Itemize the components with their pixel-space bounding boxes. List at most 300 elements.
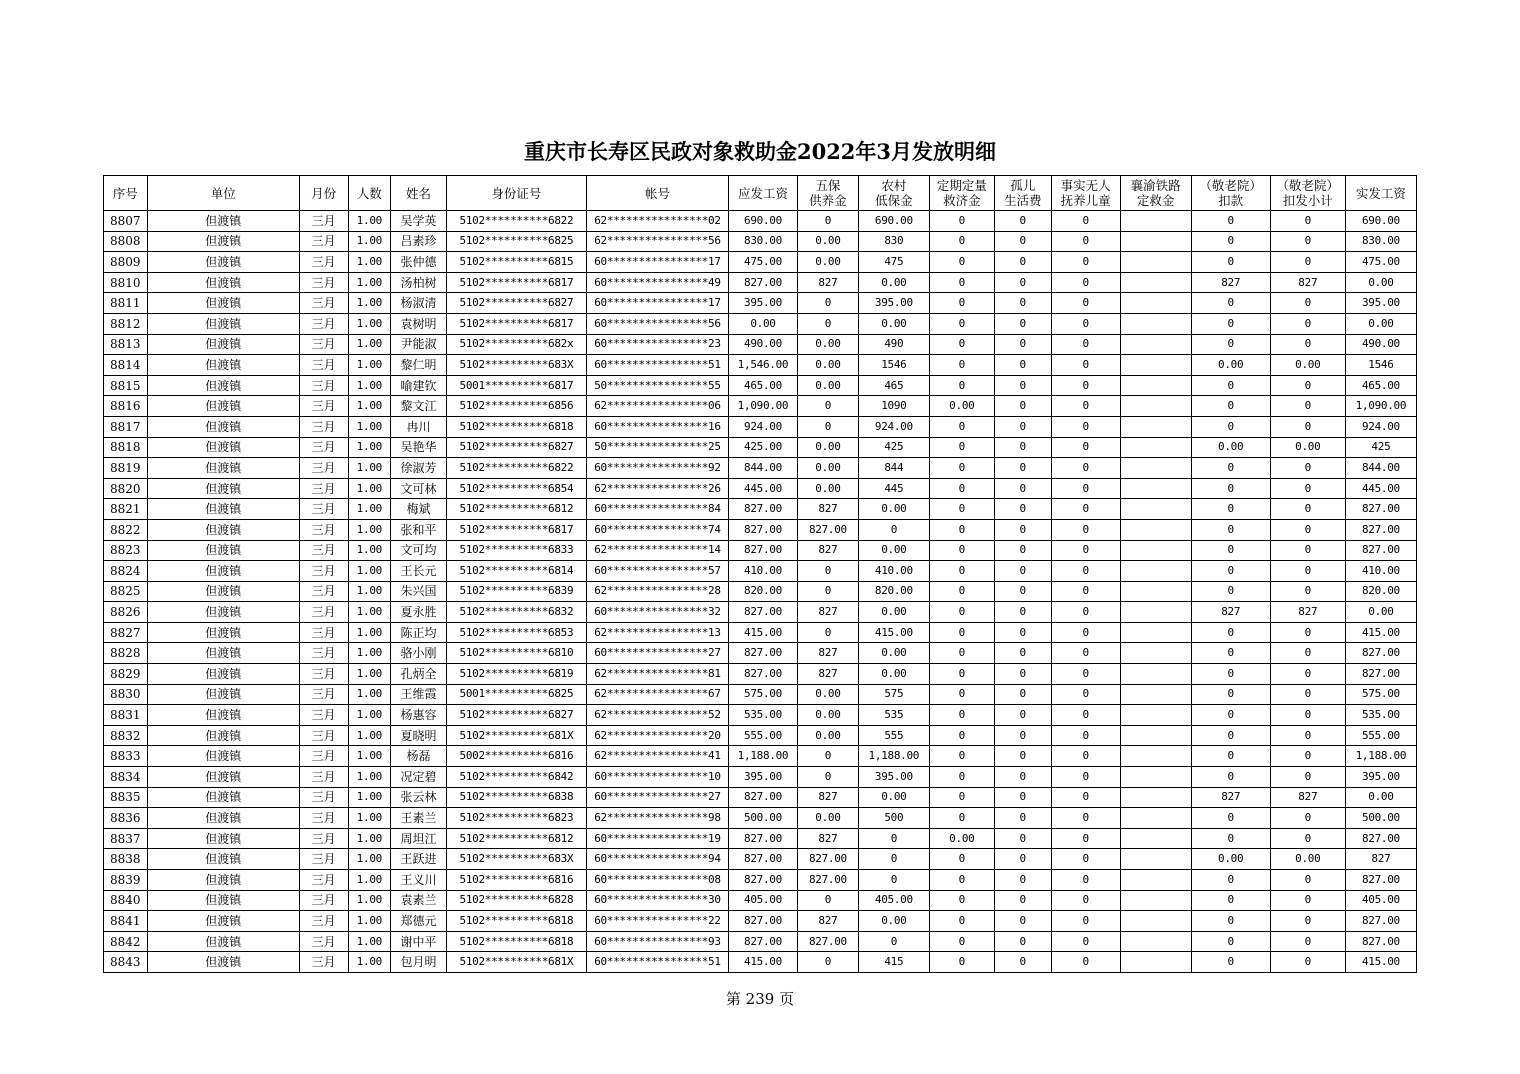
- table-cell: 0: [929, 849, 994, 870]
- table-cell: 张仲德: [391, 252, 447, 273]
- table-cell: 0.00: [1345, 787, 1416, 808]
- table-cell: 465: [858, 375, 929, 396]
- table-cell: 8843: [104, 952, 148, 973]
- table-cell: 820.00: [728, 581, 797, 602]
- table-cell: [1120, 684, 1191, 705]
- table-cell: [1120, 499, 1191, 520]
- table-cell: 830.00: [728, 231, 797, 252]
- table-cell: 0.00: [1345, 313, 1416, 334]
- table-cell: 0: [1051, 725, 1120, 746]
- table-cell: 8824: [104, 561, 148, 582]
- table-cell: 575: [858, 684, 929, 705]
- table-row: [104, 808, 1417, 829]
- table-cell: 0.00: [1191, 849, 1270, 870]
- table-cell: 0: [1191, 313, 1270, 334]
- table-cell: 5102**********6814: [446, 561, 586, 582]
- table-row: [104, 540, 1417, 561]
- table-cell: 0: [1270, 952, 1345, 973]
- table-cell: 0: [1191, 746, 1270, 767]
- table-cell: 三月: [299, 540, 348, 561]
- table-cell: 8822: [104, 519, 148, 540]
- table-cell: 8818: [104, 437, 148, 458]
- table-cell: 5102**********6817: [446, 313, 586, 334]
- table-cell: 喻建钦: [391, 375, 447, 396]
- table-cell: 5102**********6810: [446, 643, 586, 664]
- table-cell: 0: [1270, 416, 1345, 437]
- table-cell: 827: [797, 272, 858, 293]
- table-cell: 三月: [299, 272, 348, 293]
- table-cell: 0.00: [929, 396, 994, 417]
- table-cell: [1120, 355, 1191, 376]
- table-cell: 0: [1051, 437, 1120, 458]
- table-cell: 0: [994, 437, 1051, 458]
- table-cell: 三月: [299, 787, 348, 808]
- table-cell: 5102**********6816: [446, 870, 586, 891]
- table-cell: 但渡镇: [147, 478, 299, 499]
- table-row: [104, 272, 1417, 293]
- table-cell: [1120, 952, 1191, 973]
- table-cell: 文可林: [391, 478, 447, 499]
- table-cell: 1.00: [348, 211, 391, 232]
- table-row: [104, 849, 1417, 870]
- table-cell: 1.00: [348, 540, 391, 561]
- table-cell: [1120, 231, 1191, 252]
- table-cell: 王长元: [391, 561, 447, 582]
- table-cell: 0.00: [858, 540, 929, 561]
- table-cell: 62****************26: [586, 478, 728, 499]
- table-cell: 1,090.00: [1345, 396, 1416, 417]
- table-cell: 5001**********6817: [446, 375, 586, 396]
- table-cell: 827.00: [1345, 540, 1416, 561]
- table-cell: 0: [994, 231, 1051, 252]
- table-cell: 0: [1191, 622, 1270, 643]
- table-cell: 文可均: [391, 540, 447, 561]
- table-cell: 405.00: [1345, 890, 1416, 911]
- table-cell: 0.00: [797, 725, 858, 746]
- table-cell: 60****************84: [586, 499, 728, 520]
- table-cell: 827: [797, 643, 858, 664]
- table-cell: 0: [994, 725, 1051, 746]
- table-cell: 0: [929, 684, 994, 705]
- table-cell: 0: [994, 622, 1051, 643]
- table-cell: 60****************56: [586, 313, 728, 334]
- table-cell: 1.00: [348, 313, 391, 334]
- table-cell: 5102**********6818: [446, 911, 586, 932]
- column-header-line: 应发工资: [737, 185, 788, 201]
- table-cell: 1.00: [348, 396, 391, 417]
- table-cell: 0: [994, 664, 1051, 685]
- table-cell: 三月: [299, 293, 348, 314]
- table-cell: 62****************14: [586, 540, 728, 561]
- table-cell: 吴艳华: [391, 437, 447, 458]
- table-row: [104, 725, 1417, 746]
- table-cell: 三月: [299, 211, 348, 232]
- table-cell: 1.00: [348, 911, 391, 932]
- table-cell: 8839: [104, 870, 148, 891]
- table-cell: 1.00: [348, 272, 391, 293]
- table-cell: 0.00: [858, 643, 929, 664]
- table-cell: 0: [1270, 252, 1345, 273]
- column-header: [348, 176, 391, 211]
- table-cell: 60****************30: [586, 890, 728, 911]
- table-cell: 0: [1270, 499, 1345, 520]
- table-cell: 8815: [104, 375, 148, 396]
- table-cell: 0: [994, 931, 1051, 952]
- table-cell: 8842: [104, 931, 148, 952]
- table-cell: 0: [1191, 499, 1270, 520]
- table-cell: 0: [1191, 684, 1270, 705]
- table-cell: 844: [858, 458, 929, 479]
- table-cell: 0: [994, 478, 1051, 499]
- table-cell: 62****************52: [586, 705, 728, 726]
- table-cell: 0: [994, 355, 1051, 376]
- table-cell: 张云林: [391, 787, 447, 808]
- table-cell: 60****************51: [586, 952, 728, 973]
- table-cell: 827: [1191, 602, 1270, 623]
- column-header-line: 抚养儿童: [1060, 193, 1111, 208]
- table-cell: 0: [1191, 767, 1270, 788]
- table-cell: 8817: [104, 416, 148, 437]
- table-cell: 8813: [104, 334, 148, 355]
- table-cell: 三月: [299, 561, 348, 582]
- column-header-line: 低保金: [875, 193, 913, 208]
- table-cell: 5102**********6817: [446, 519, 586, 540]
- table-cell: 0: [1191, 293, 1270, 314]
- table-cell: 三月: [299, 437, 348, 458]
- table-cell: 王跃进: [391, 849, 447, 870]
- table-cell: 0: [797, 313, 858, 334]
- table-cell: [1120, 211, 1191, 232]
- table-cell: 但渡镇: [147, 911, 299, 932]
- table-cell: 0: [1191, 375, 1270, 396]
- table-cell: 62****************28: [586, 581, 728, 602]
- table-cell: 5102**********6817: [446, 272, 586, 293]
- table-cell: 8828: [104, 643, 148, 664]
- table-cell: 但渡镇: [147, 293, 299, 314]
- column-header: [929, 176, 994, 211]
- table-cell: 0: [994, 561, 1051, 582]
- table-cell: 827: [1191, 272, 1270, 293]
- table-cell: 0: [1191, 890, 1270, 911]
- column-header-line: 实发工资: [1355, 185, 1406, 201]
- table-cell: 0: [797, 952, 858, 973]
- table-cell: 0: [1191, 581, 1270, 602]
- table-row: [104, 622, 1417, 643]
- table-cell: 425: [858, 437, 929, 458]
- table-cell: [1120, 272, 1191, 293]
- table-cell: 但渡镇: [147, 787, 299, 808]
- table-cell: 830.00: [1345, 231, 1416, 252]
- table-cell: 陈正均: [391, 622, 447, 643]
- column-header-line: 帐号: [644, 185, 670, 201]
- table-cell: 夏永胜: [391, 602, 447, 623]
- table-cell: 8825: [104, 581, 148, 602]
- table-cell: 0: [994, 540, 1051, 561]
- table-cell: 924.00: [858, 416, 929, 437]
- table-cell: 62****************98: [586, 808, 728, 829]
- table-cell: 1.00: [348, 416, 391, 437]
- table-cell: 三月: [299, 767, 348, 788]
- table-cell: 0: [994, 767, 1051, 788]
- table-cell: 60****************51: [586, 355, 728, 376]
- table-cell: 0: [1270, 746, 1345, 767]
- table-row: [104, 911, 1417, 932]
- table-cell: [1120, 581, 1191, 602]
- table-cell: [1120, 931, 1191, 952]
- table-cell: 三月: [299, 375, 348, 396]
- table-cell: 杨淑清: [391, 293, 447, 314]
- table-cell: 1.00: [348, 602, 391, 623]
- table-cell: 5102**********6812: [446, 828, 586, 849]
- table-cell: [1120, 664, 1191, 685]
- table-cell: 62****************81: [586, 664, 728, 685]
- table-cell: 5102**********6822: [446, 211, 586, 232]
- table-cell: 445: [858, 478, 929, 499]
- table-cell: 0.00: [797, 478, 858, 499]
- table-cell: 周坦江: [391, 828, 447, 849]
- table-cell: 60****************27: [586, 787, 728, 808]
- table-cell: 827.00: [728, 931, 797, 952]
- table-cell: 535.00: [1345, 705, 1416, 726]
- table-cell: 但渡镇: [147, 870, 299, 891]
- table-cell: 三月: [299, 581, 348, 602]
- table-cell: 8823: [104, 540, 148, 561]
- table-cell: 三月: [299, 890, 348, 911]
- table-cell: 8830: [104, 684, 148, 705]
- table-cell: 0: [1191, 561, 1270, 582]
- table-cell: 1.00: [348, 767, 391, 788]
- table-cell: 0: [858, 849, 929, 870]
- table-cell: [1120, 437, 1191, 458]
- table-row: [104, 561, 1417, 582]
- table-cell: 0: [858, 519, 929, 540]
- table-cell: 吕素珍: [391, 231, 447, 252]
- table-cell: 475.00: [1345, 252, 1416, 273]
- table-cell: 5102**********6812: [446, 499, 586, 520]
- table-cell: 0: [929, 931, 994, 952]
- table-cell: 0: [929, 293, 994, 314]
- table-cell: 8835: [104, 787, 148, 808]
- table-cell: 405.00: [858, 890, 929, 911]
- table-cell: 8829: [104, 664, 148, 685]
- payment-table: [103, 175, 1417, 973]
- table-row: [104, 870, 1417, 891]
- table-cell: 三月: [299, 252, 348, 273]
- table-cell: 0: [1051, 870, 1120, 891]
- table-cell: 三月: [299, 499, 348, 520]
- table-cell: 5102**********682x: [446, 334, 586, 355]
- table-cell: 0: [858, 828, 929, 849]
- table-cell: 827: [1191, 787, 1270, 808]
- table-row: [104, 252, 1417, 273]
- column-header-line: 救济金: [943, 193, 981, 208]
- table-cell: 梅斌: [391, 499, 447, 520]
- table-cell: 0: [1270, 931, 1345, 952]
- column-header-line: 姓名: [406, 185, 432, 201]
- table-cell: 0: [994, 396, 1051, 417]
- table-cell: 0: [929, 622, 994, 643]
- table-cell: 395.00: [1345, 767, 1416, 788]
- table-cell: 0: [929, 272, 994, 293]
- table-cell: [1120, 746, 1191, 767]
- table-cell: 0: [1051, 787, 1120, 808]
- table-cell: 0: [929, 231, 994, 252]
- table-row: [104, 952, 1417, 973]
- table-cell: 0: [994, 705, 1051, 726]
- table-cell: 8816: [104, 396, 148, 417]
- table-cell: 8836: [104, 808, 148, 829]
- table-row: [104, 602, 1417, 623]
- table-cell: 三月: [299, 602, 348, 623]
- table-cell: 0: [1051, 705, 1120, 726]
- table-cell: 8814: [104, 355, 148, 376]
- table-cell: 1,188.00: [858, 746, 929, 767]
- table-cell: 5102**********6827: [446, 705, 586, 726]
- table-cell: 三月: [299, 931, 348, 952]
- column-header-line: 人数: [356, 185, 382, 201]
- table-cell: 三月: [299, 705, 348, 726]
- table-cell: 1.00: [348, 622, 391, 643]
- table-cell: 827.00: [728, 499, 797, 520]
- table-cell: 1,188.00: [1345, 746, 1416, 767]
- table-cell: 410.00: [858, 561, 929, 582]
- table-cell: 575.00: [728, 684, 797, 705]
- table-row: [104, 416, 1417, 437]
- column-header-line: 月份: [311, 185, 337, 201]
- table-cell: 0: [1051, 684, 1120, 705]
- table-cell: 孔炳全: [391, 664, 447, 685]
- table-cell: [1120, 808, 1191, 829]
- table-cell: 0: [1270, 396, 1345, 417]
- table-cell: 820.00: [1345, 581, 1416, 602]
- column-header-line: （敬老院）: [1276, 178, 1340, 193]
- column-header: [1270, 176, 1345, 211]
- table-cell: 827: [1270, 787, 1345, 808]
- table-cell: 0: [994, 519, 1051, 540]
- table-cell: 60****************17: [586, 293, 728, 314]
- table-cell: 5102**********681X: [446, 725, 586, 746]
- table-cell: 三月: [299, 952, 348, 973]
- table-cell: 袁树明: [391, 313, 447, 334]
- table-cell: 0: [994, 643, 1051, 664]
- table-cell: 0: [1051, 746, 1120, 767]
- table-cell: 5102**********6856: [446, 396, 586, 417]
- table-cell: 张和平: [391, 519, 447, 540]
- table-cell: 0: [1191, 705, 1270, 726]
- table-cell: 0.00: [858, 787, 929, 808]
- table-cell: 0.00: [797, 808, 858, 829]
- table-cell: 三月: [299, 849, 348, 870]
- table-cell: 杨惠容: [391, 705, 447, 726]
- table-cell: 0: [1051, 767, 1120, 788]
- table-cell: 0.00: [929, 828, 994, 849]
- table-cell: 0: [994, 787, 1051, 808]
- table-cell: 5102**********6839: [446, 581, 586, 602]
- table-cell: 8826: [104, 602, 148, 623]
- table-cell: 5102**********6825: [446, 231, 586, 252]
- table-cell: 827.00: [728, 643, 797, 664]
- table-cell: 0: [994, 581, 1051, 602]
- table-cell: 0: [1270, 293, 1345, 314]
- table-cell: 王素兰: [391, 808, 447, 829]
- table-cell: 0: [1191, 952, 1270, 973]
- table-cell: 1.00: [348, 684, 391, 705]
- column-header: [391, 176, 447, 211]
- column-header-line: 孤儿: [1010, 178, 1036, 193]
- table-cell: 500.00: [1345, 808, 1416, 829]
- table-cell: 500: [858, 808, 929, 829]
- table-cell: 0: [1270, 458, 1345, 479]
- table-cell: 415.00: [728, 622, 797, 643]
- table-cell: 0: [1051, 952, 1120, 973]
- table-cell: 0: [1051, 808, 1120, 829]
- table-cell: 0: [1270, 705, 1345, 726]
- table-cell: 0: [994, 684, 1051, 705]
- table-cell: 60****************93: [586, 931, 728, 952]
- table-cell: 0: [797, 293, 858, 314]
- table-cell: 465.00: [728, 375, 797, 396]
- table-cell: 60****************23: [586, 334, 728, 355]
- table-cell: 1.00: [348, 499, 391, 520]
- table-row: [104, 458, 1417, 479]
- table-cell: 1,188.00: [728, 746, 797, 767]
- table-cell: 0: [1191, 911, 1270, 932]
- table-cell: 0.00: [797, 437, 858, 458]
- table-row: [104, 931, 1417, 952]
- table-cell: 0: [929, 252, 994, 273]
- table-cell: 8833: [104, 746, 148, 767]
- table-cell: [1120, 519, 1191, 540]
- column-header-line: 定期定量: [936, 178, 987, 193]
- table-cell: 0: [1270, 561, 1345, 582]
- column-header-line: （敬老院）: [1199, 178, 1262, 193]
- table-cell: 但渡镇: [147, 828, 299, 849]
- table-cell: 8827: [104, 622, 148, 643]
- table-cell: 5002**********6816: [446, 746, 586, 767]
- table-cell: 60****************19: [586, 828, 728, 849]
- table-cell: 5102**********6828: [446, 890, 586, 911]
- table-cell: 0.00: [1270, 437, 1345, 458]
- table-cell: [1120, 561, 1191, 582]
- table-cell: 但渡镇: [147, 211, 299, 232]
- table-cell: 三月: [299, 355, 348, 376]
- table-cell: 0: [1270, 828, 1345, 849]
- table-cell: 0: [1191, 252, 1270, 273]
- table-cell: [1120, 725, 1191, 746]
- table-cell: 827.00: [728, 519, 797, 540]
- table-cell: 0: [1191, 334, 1270, 355]
- table-cell: 1.00: [348, 705, 391, 726]
- table-cell: 62****************41: [586, 746, 728, 767]
- table-cell: 0: [994, 911, 1051, 932]
- table-cell: 0: [929, 643, 994, 664]
- table-cell: 0: [1270, 519, 1345, 540]
- table-cell: 三月: [299, 231, 348, 252]
- table-cell: 0.00: [1191, 437, 1270, 458]
- table-cell: 1546: [1345, 355, 1416, 376]
- table-cell: 827.00: [728, 540, 797, 561]
- table-cell: 0: [797, 890, 858, 911]
- table-cell: 0: [1270, 684, 1345, 705]
- table-cell: 0: [1270, 890, 1345, 911]
- table-cell: 三月: [299, 746, 348, 767]
- table-cell: 0: [1051, 231, 1120, 252]
- table-row: [104, 767, 1417, 788]
- table-cell: 0: [1191, 808, 1270, 829]
- table-cell: 0: [1051, 828, 1120, 849]
- table-cell: 0: [1270, 870, 1345, 891]
- column-header: [586, 176, 728, 211]
